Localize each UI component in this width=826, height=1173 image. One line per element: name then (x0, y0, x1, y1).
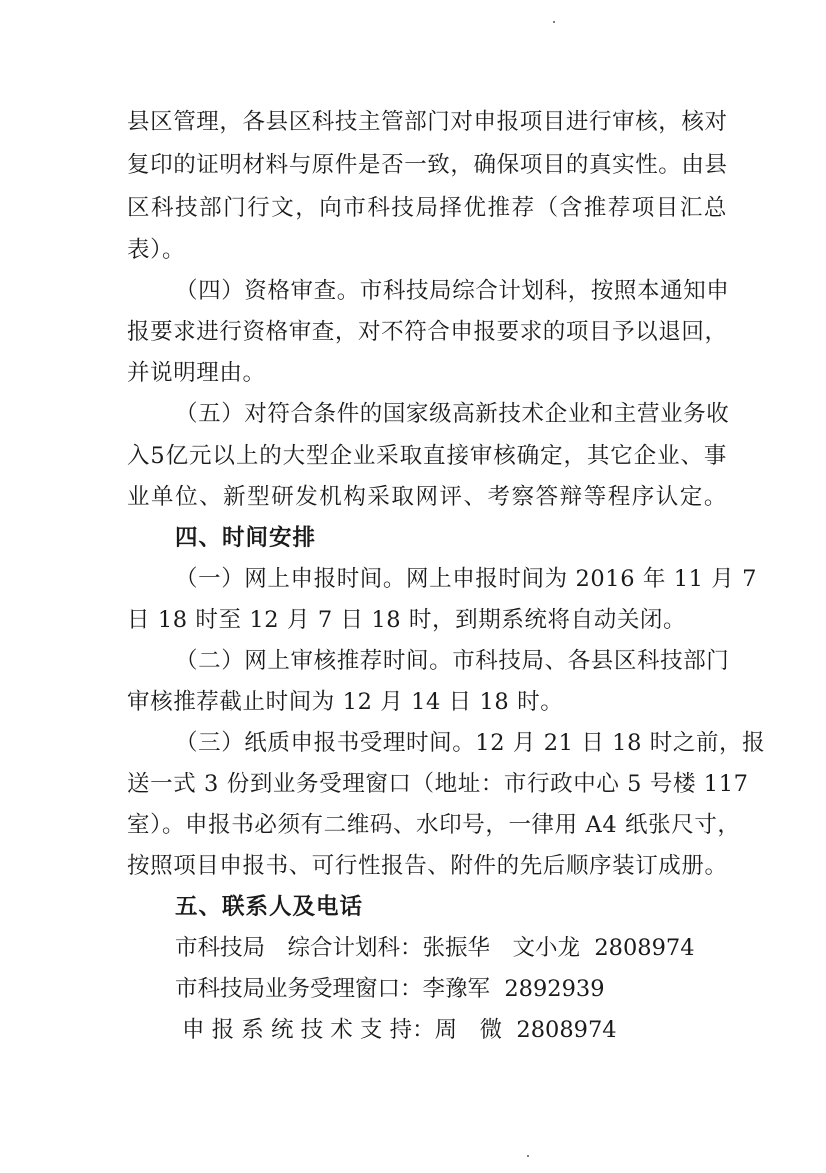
paragraph-line: 县区管理，各县区科技主管部门对申报项目进行审核，核对 (127, 109, 728, 135)
paragraph-line: 送一式 3 份到业务受理窗口（地址：市行政中心 5 号楼 117 (127, 771, 749, 797)
contact-names: 周 微 (434, 1017, 503, 1043)
contact-label: 市科技局业务受理窗口： (175, 976, 423, 1002)
contact-names: 张振华 文小龙 (422, 935, 581, 961)
contact-row (175, 928, 695, 968)
section-heading: 五、联系人及电话 (175, 894, 364, 920)
paragraph-line: （三）纸质申报书受理时间。12 月 21 日 18 时之前，报 (175, 730, 766, 756)
paragraph-line: 室）。申报书必须有二维码、水印号，一律用 A4 纸张尺寸， (127, 812, 741, 838)
contact-label: 申 报 系 统 技 术 支 持： (182, 1017, 435, 1043)
paragraph-line: 并说明理由。 (127, 360, 266, 386)
contact-row (175, 969, 605, 1009)
paragraph-line: （一）网上申报时间。网上申报时间为 2016 年 11 月 7 (175, 566, 758, 592)
scan-speck (553, 21, 555, 23)
paragraph-line: （二）网上审核推荐时间。市科技局、各县区科技部门 (175, 648, 730, 674)
contact-names: 李豫军 (422, 976, 491, 1002)
paragraph-line: 审核推荐截止时间为 12 月 14 日 18 时。 (127, 689, 564, 715)
paragraph-line: 区科技部门行文，向市科技局择优推荐（含推荐项目汇总 (127, 195, 727, 221)
paragraph-line: 报要求进行资格审查，对不符合申报要求的项目予以退回， (127, 319, 728, 345)
paragraph-line: 日 18 时至 12 月 7 日 18 时，到期系统将自动关闭。 (127, 607, 687, 633)
paragraph-line: 复印的证明材料与原件是否一致，确保项目的真实性。由县 (127, 152, 728, 178)
paragraph-line: 按照项目申报书、可行性报告、附件的先后顺序装订成册。 (127, 853, 728, 879)
contact-phone: 2808974 (516, 1017, 617, 1043)
paragraph-line: （五）对符合条件的国家级高新技术企业和主营业务收 (175, 401, 730, 427)
contact-phone: 2808974 (594, 935, 695, 961)
contact-row (182, 1010, 617, 1050)
paragraph-line: （四）资格审查。市科技局综合计划科，按照本通知申 (175, 278, 730, 304)
paragraph-line: 入5亿元以上的大型企业采取直接审核确定，其它企业、事 (127, 443, 727, 469)
paragraph-line: 表）。 (127, 237, 186, 263)
contact-phone: 2892939 (504, 976, 605, 1002)
paragraph-line: 业单位、新型研发机构采取网评、考察答辩等程序认定。 (127, 484, 727, 510)
scan-speck (527, 1155, 529, 1157)
section-heading: 四、时间安排 (175, 525, 317, 551)
contact-label: 市科技局 综合计划科： (175, 935, 423, 961)
